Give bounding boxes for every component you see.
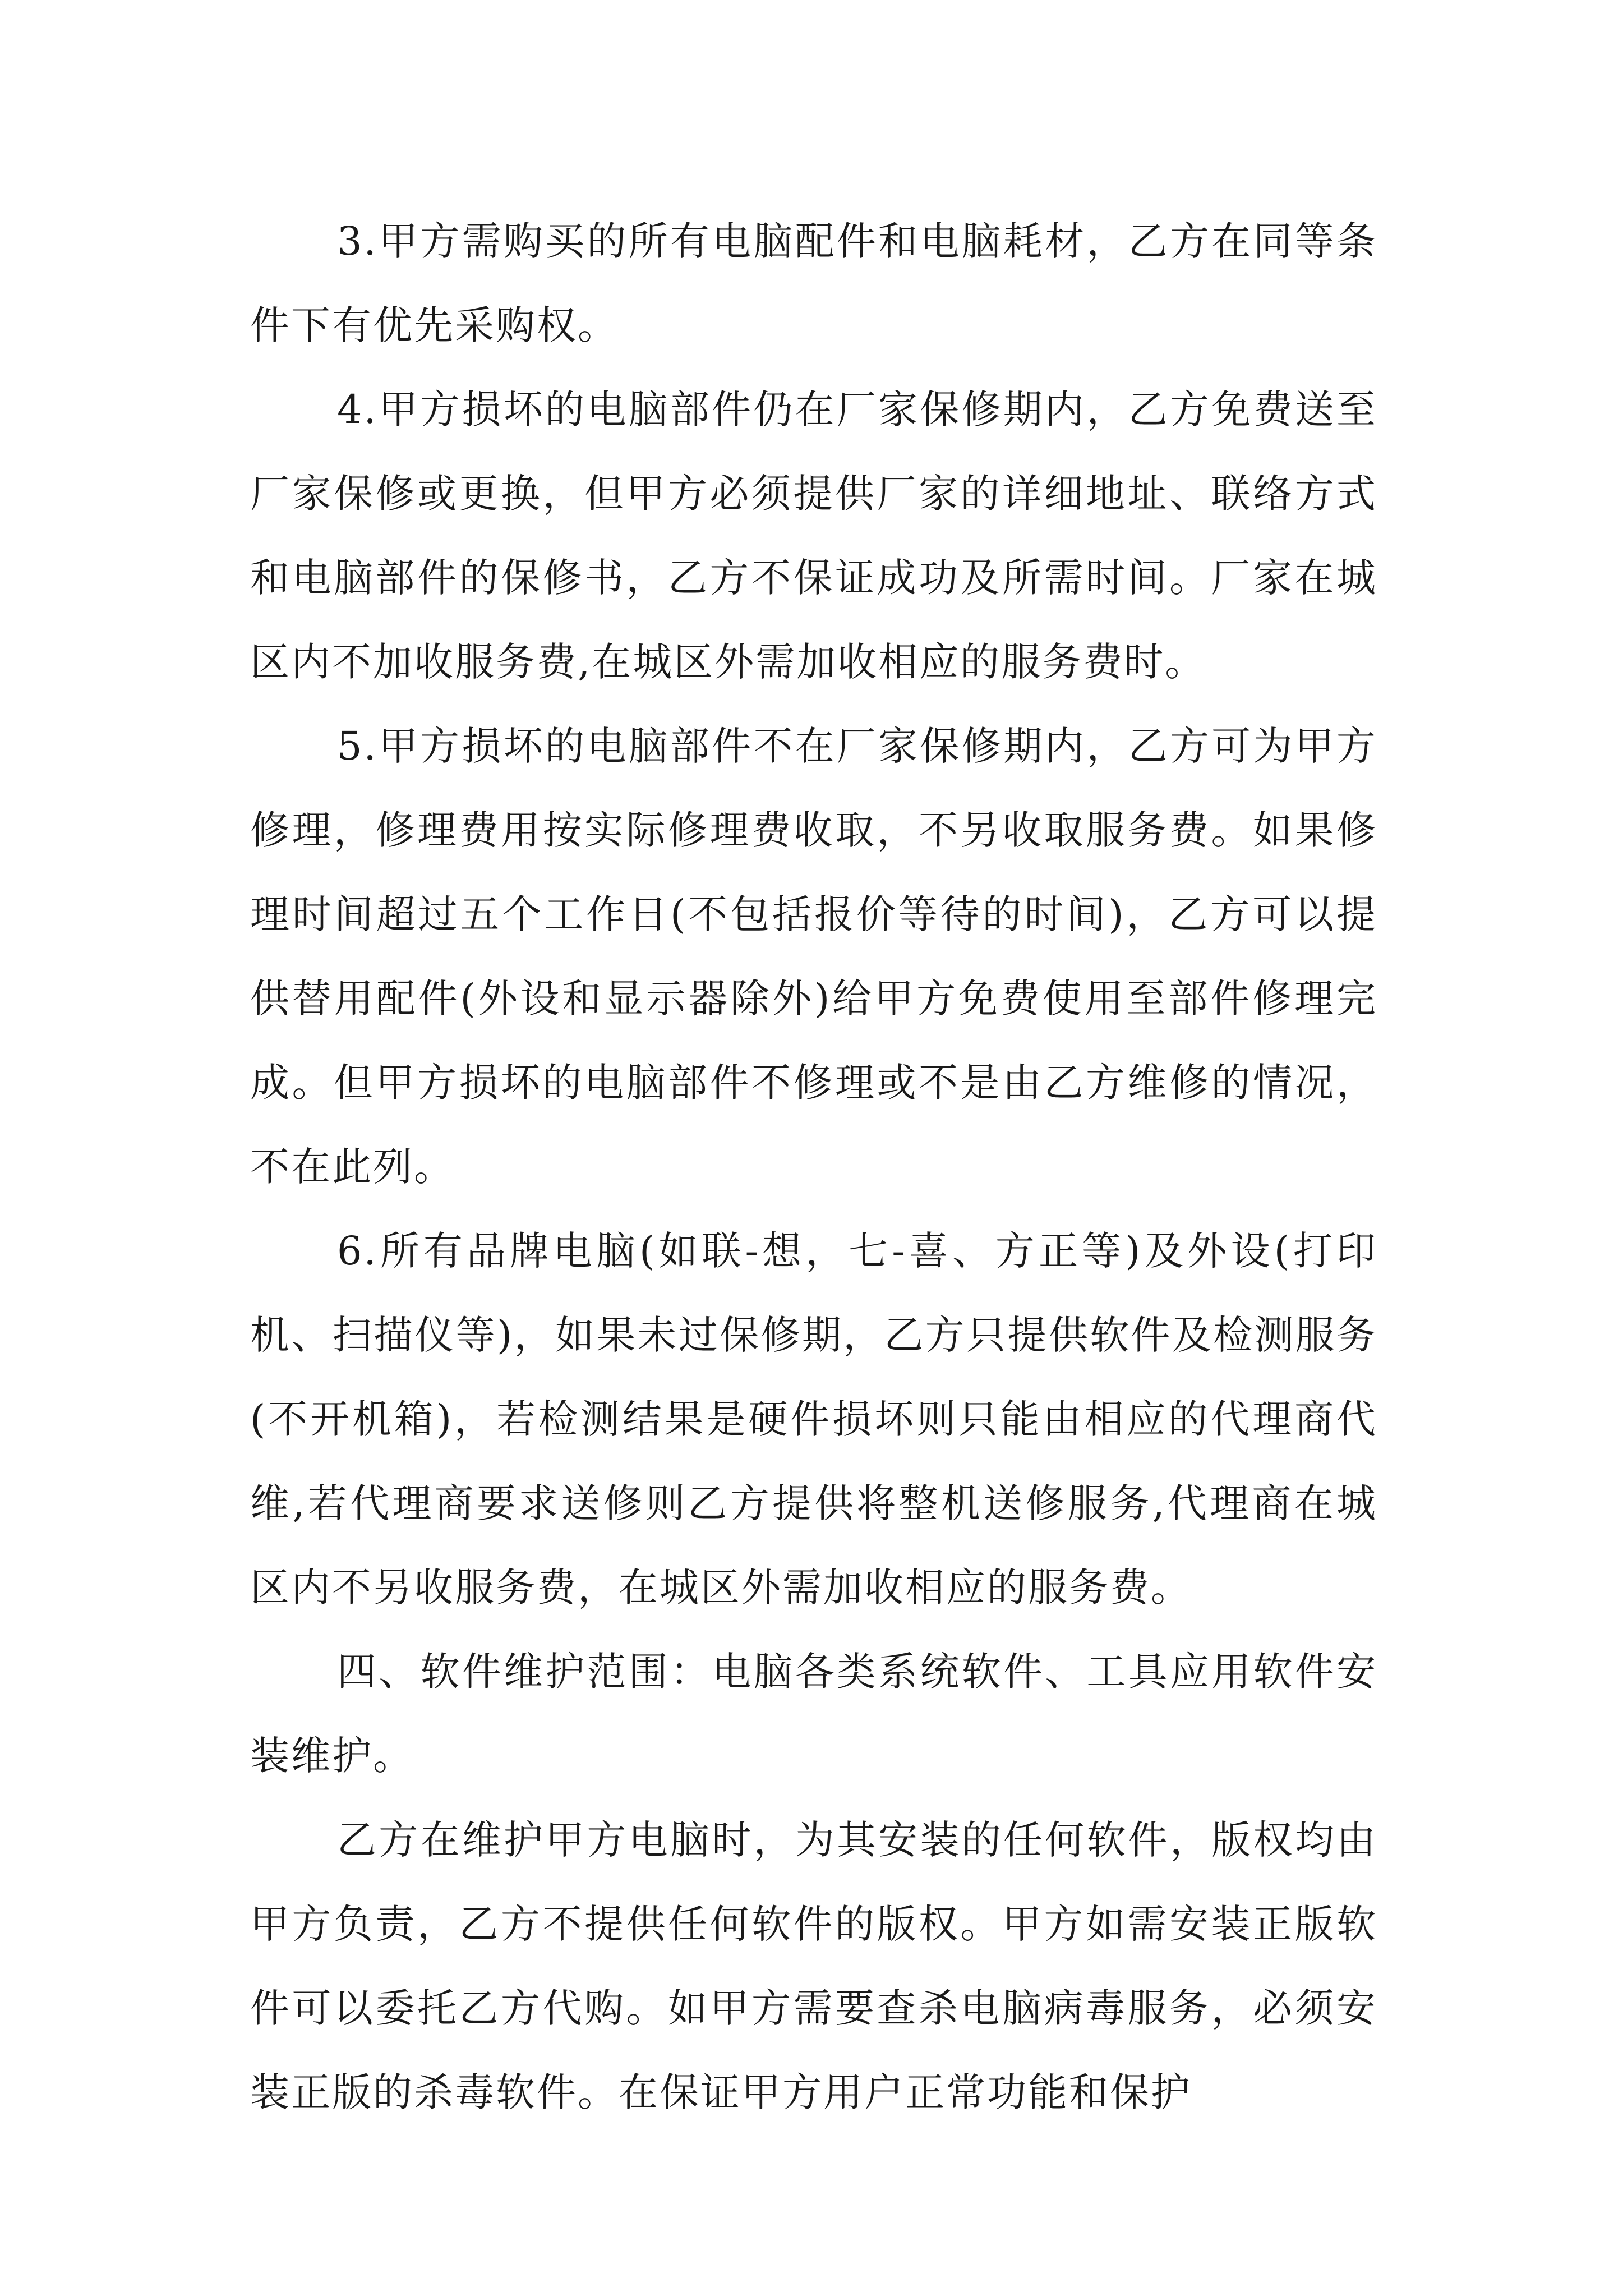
document-body <box>250 199 1377 2134</box>
paragraph-clause-6: 6.所有品牌电脑(如联-想，七-喜、方正等)及外设(打印机、扫描仪等)，如果未过保修期，乙方只提供软件及检测服务(不开机箱)，若检测结果是硬件损坏则只能由相应的代理商代维,若代理商要求送修则乙方提供将整机送修服务,代理商在城区内不另收服务费，在城区外需加收相应的服务费。 <box>250 1228 1377 1611</box>
paragraph-clause-3: 3.甲方需购买的所有电脑配件和电脑耗材，乙方在同等条件下有优先采购权。 <box>250 218 1377 348</box>
paragraph-clause-4: 4.甲方损坏的电脑部件仍在厂家保修期内，乙方免费送至厂家保修或更换，但甲方必须提供厂家的详细地址、联络方式和电脑部件的保修书，乙方不保证成功及所需时间。厂家在城区内不加收服务费,在城区外需加收相应的服务费时。 <box>250 386 1377 685</box>
paragraph-clause-5: 5.甲方损坏的电脑部件不在厂家保修期内，乙方可为甲方修理，修理费用按实际修理费收取，不另收取服务费。如果修理时间超过五个工作日(不包括报价等待的时间)，乙方可以提供替用配件(外设和显示器除外)给甲方免费使用至部件修理完成。但甲方损坏的电脑部件不修理或不是由乙方维修的情况，不在此列。 <box>250 723 1377 1190</box>
paragraph-section-4-heading: 四、软件维护范围：电脑各类系统软件、工具应用软件安装维护。 <box>250 1649 1377 1779</box>
paragraph-software-copyright: 乙方在维护甲方电脑时，为其安装的任何软件，版权均由甲方负责，乙方不提供任何软件的版权。甲方如需安装正版软件可以委托乙方代购。如甲方需要查杀电脑病毒服务，必须安装正版的杀毒软件。在保证甲方用户正常功能和保护 <box>250 1817 1377 2115</box>
